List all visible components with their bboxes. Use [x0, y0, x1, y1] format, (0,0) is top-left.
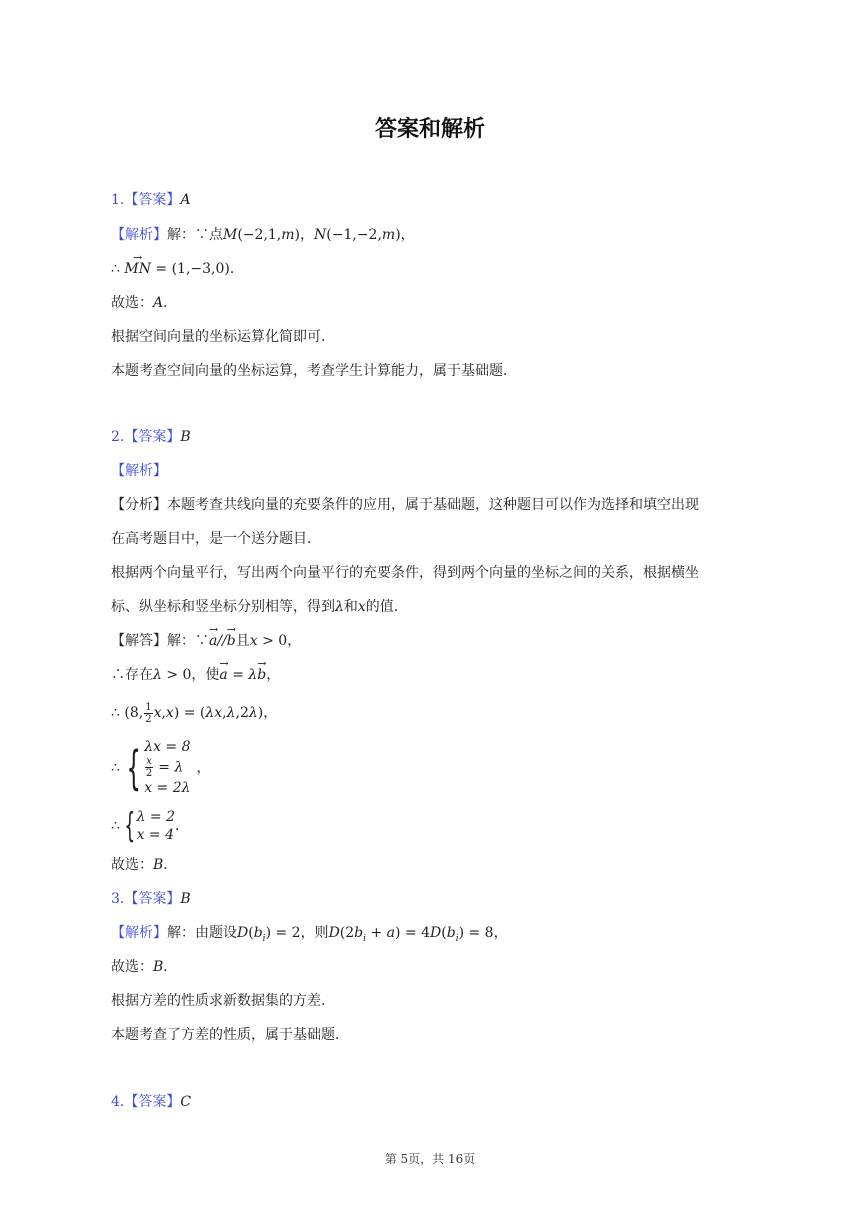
q2-choice	[111, 855, 177, 875]
text: 解：∵点	[167, 227, 223, 243]
math: //	[217, 633, 227, 649]
text: ．	[174, 818, 189, 834]
q3-number: 3.	[111, 891, 125, 907]
text: ,2	[235, 705, 249, 721]
math: B	[153, 959, 164, 975]
text: 【解答】解：∵	[111, 633, 209, 649]
text: 解：由题设	[167, 925, 237, 941]
text: )，	[294, 227, 315, 243]
q4-number: 4.	[111, 1094, 125, 1110]
vector-b: → b	[227, 631, 236, 651]
q2-answer-tag: 【答案】	[124, 429, 181, 445]
left-brace: {	[124, 806, 136, 846]
q1-analysis-line1	[111, 225, 415, 245]
q3-analysis-tag: 【解析】	[111, 925, 167, 941]
math: b	[354, 925, 364, 941]
math: λ	[335, 599, 344, 615]
text: ) = 4	[395, 925, 431, 941]
text: (2	[339, 925, 355, 941]
math: λ	[248, 667, 258, 683]
q2-number: 2.	[111, 429, 125, 445]
q2-solution-line3	[111, 700, 277, 726]
text: ) = 2，则	[265, 925, 329, 941]
text: ，	[266, 667, 281, 683]
q2-fenxi-line1: 【分析】本题考查共线向量的充要条件的应用，属于基础题，这种题目可以作为选择和填空出现	[111, 497, 699, 513]
q3-analysis-line1	[111, 923, 508, 949]
q4-answer-value: C	[180, 1094, 192, 1110]
q2-answer	[111, 427, 191, 447]
text: ∴ (8,	[111, 705, 144, 721]
text: 故选：	[111, 295, 153, 311]
math: N	[314, 227, 327, 243]
math: x	[357, 599, 366, 615]
math: A	[153, 295, 164, 311]
vector-mn: → MN	[124, 259, 151, 279]
equation-system	[111, 738, 211, 797]
math: λ	[248, 705, 258, 721]
math: x	[153, 705, 162, 721]
system-rows	[144, 738, 190, 797]
system-row: λ = 2	[136, 809, 175, 825]
q3-answer-value: B	[180, 891, 191, 907]
q3-answer	[111, 889, 191, 909]
text: ∴存在	[111, 667, 153, 683]
q1-answer-tag: 【答案】	[124, 192, 181, 208]
q3-method: 根据方差的性质求新数据集的方差．	[111, 993, 335, 1009]
q1-analysis-line2	[111, 259, 244, 279]
system-rows	[137, 808, 175, 844]
denominator: 2	[145, 713, 152, 725]
math: M	[223, 227, 238, 243]
math: B	[153, 857, 164, 873]
math: D	[237, 925, 249, 941]
q2-answer-value: B	[180, 429, 191, 445]
q4-answer-tag: 【答案】	[124, 1094, 181, 1110]
fraction-half	[144, 702, 152, 725]
q2-solution-line1	[111, 631, 301, 651]
text: (−1,−2,	[326, 227, 382, 243]
q2-fenxi-line4	[111, 597, 408, 617]
q2-system-2	[111, 808, 189, 844]
text: )，	[395, 227, 415, 243]
q3-choice	[111, 957, 177, 977]
vector-a: → a	[219, 665, 227, 685]
q4-answer	[111, 1092, 191, 1112]
q2-system-1	[111, 738, 211, 797]
subscript: i	[363, 933, 367, 944]
math: x	[249, 633, 258, 649]
math: b	[446, 925, 456, 941]
q1-answer	[111, 190, 190, 210]
q1-choice	[111, 293, 177, 313]
text: ，	[196, 759, 211, 776]
system-row: λx = 8	[144, 739, 191, 755]
q3-comment: 本题考查了方差的性质，属于基础题．	[111, 1027, 349, 1043]
q2-solution-line2	[111, 665, 280, 685]
text: 故选：	[111, 857, 153, 873]
math: D	[328, 925, 340, 941]
text: ,	[161, 705, 166, 721]
therefore-symbol: ∴	[111, 818, 120, 834]
q2-fenxi-line2: 在高考题目中，是一个送分题目．	[111, 531, 321, 547]
denominator: 2	[145, 768, 153, 779]
text: 和	[343, 599, 358, 615]
q1-answer-value: A	[180, 192, 191, 208]
math: λ	[226, 705, 236, 721]
page-title: 答案和解析	[374, 117, 485, 142]
math: λx	[205, 705, 223, 721]
q1-number: 1.	[111, 192, 125, 208]
text: 的值．	[365, 599, 408, 615]
q1-analysis-tag: 【解析】	[111, 227, 167, 243]
text: (	[441, 925, 447, 941]
text: ) = (	[173, 705, 206, 721]
therefore-symbol: ∴	[111, 759, 120, 776]
equation-system	[111, 808, 189, 844]
text: 标、纵坐标和竖坐标分别相等，得到	[111, 599, 335, 615]
math: b	[253, 925, 263, 941]
q2-fenxi-line3: 根据两个向量平行，写出两个向量平行的充要条件，得到两个向量的坐标之间的关系，根据横坐	[111, 565, 699, 581]
numerator: 1	[145, 701, 152, 713]
text: ,	[222, 705, 227, 721]
text: (−2,1,	[237, 227, 282, 243]
text: +	[366, 925, 387, 941]
math: = λ	[153, 759, 184, 776]
page-footer: 第 5页，共 16页	[384, 1152, 476, 1166]
math: m	[381, 227, 396, 243]
vector-a: → a	[209, 631, 217, 651]
math: D	[430, 925, 442, 941]
q1-comment: 本题考查空间向量的坐标运算，考查学生计算能力，属于基础题．	[111, 363, 517, 379]
subscript: i	[455, 933, 459, 944]
system-row: x = 2λ	[144, 780, 191, 796]
math: m	[281, 227, 295, 243]
text: ．	[163, 959, 178, 975]
math: x	[165, 705, 174, 721]
math: λ	[153, 667, 162, 683]
text: 故选：	[111, 959, 153, 975]
fraction	[145, 756, 153, 779]
left-brace: {	[126, 740, 141, 795]
numerator: x	[146, 756, 152, 767]
text: ．	[163, 857, 178, 873]
text: ) = 8，	[458, 925, 508, 941]
text: ．	[163, 295, 178, 311]
text: 且	[235, 633, 250, 649]
math: a	[386, 925, 396, 941]
text: ∴	[111, 261, 125, 277]
vector-b: → b	[257, 665, 266, 685]
text: )，	[257, 705, 278, 721]
text: > 0，使	[161, 667, 220, 683]
subscript: i	[262, 933, 266, 944]
q1-method: 根据空间向量的坐标运算化简即可．	[111, 329, 335, 345]
q2-analysis-tag: 【解析】	[111, 463, 167, 479]
text: = (1,−3,0)．	[150, 261, 244, 277]
text: (	[248, 925, 254, 941]
text: > 0，	[257, 633, 302, 649]
q3-answer-tag: 【答案】	[124, 891, 181, 907]
system-row	[144, 756, 190, 779]
system-row: x = 4	[136, 827, 174, 843]
text: =	[227, 667, 249, 683]
